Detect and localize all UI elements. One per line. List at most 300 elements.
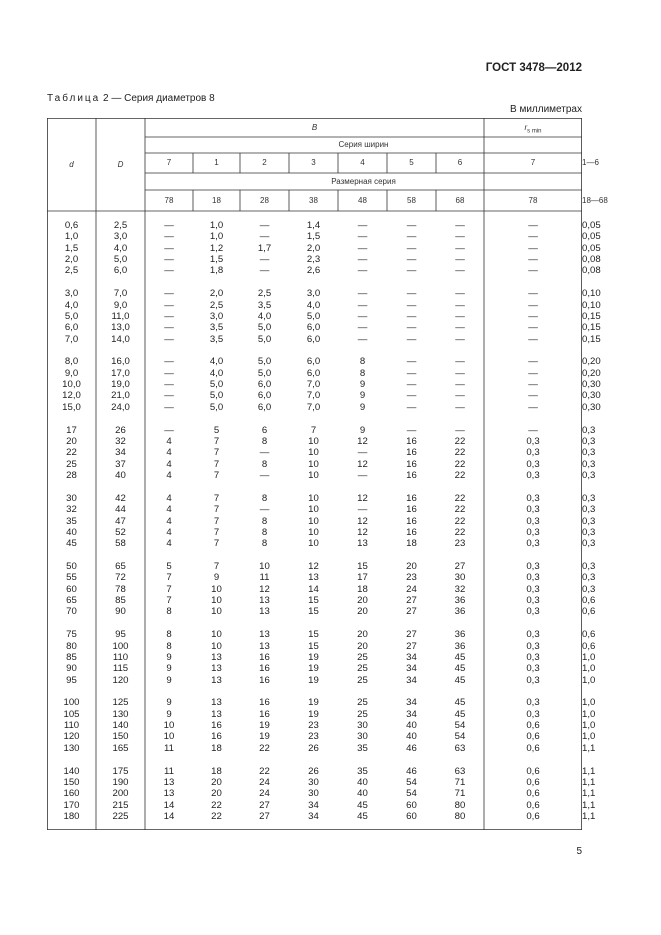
table-cell: 10 [308, 470, 319, 481]
table-cell: 27 [406, 640, 417, 652]
table-cell: 215 [112, 799, 129, 811]
table-cell: 8 [166, 606, 172, 618]
table-cell: 63 [454, 742, 466, 754]
table-cell: — [455, 310, 465, 322]
table-cell: 14 [308, 583, 319, 595]
table-cell: 22 [454, 447, 466, 459]
table-cell: 0,30 [582, 401, 601, 413]
table-cell: 26 [308, 765, 319, 777]
table-cell: 140 [112, 720, 129, 732]
table-cell: 19 [308, 663, 319, 675]
table-cell: 25 [357, 697, 368, 709]
table-cell: 8 [166, 640, 172, 652]
table-cell: 20 [66, 435, 77, 447]
table-cell: 6,0 [257, 390, 272, 402]
table-cell: 52 [115, 526, 126, 538]
table-cell: — [455, 288, 465, 300]
table-cell: 22 [66, 447, 77, 459]
table-cell: 17 [357, 572, 368, 584]
table-cell: 7 [310, 424, 317, 436]
table-cell: 165 [112, 742, 129, 754]
table-cell: 30 [308, 776, 319, 788]
table-cell: 0,3 [582, 458, 596, 470]
table-cell: 45 [357, 811, 368, 822]
table-cell: 12 [357, 492, 368, 504]
table-cell: — [164, 299, 174, 311]
table-caption [47, 93, 215, 104]
table-cell: 140 [63, 765, 80, 777]
table-cell: 13 [211, 674, 222, 686]
table-cell: 10 [211, 595, 222, 607]
table-cell: 0,3 [526, 561, 540, 572]
table-cell: 2,0 [64, 254, 79, 266]
table-cell: 20 [357, 640, 368, 652]
table-cell: 60 [66, 583, 77, 595]
table-cell: 78 [115, 583, 126, 595]
table-cell: — [528, 401, 538, 413]
table-cell: 10 [308, 435, 319, 447]
table-cell: 17,0 [111, 367, 130, 379]
table-cell: 15 [308, 640, 319, 652]
table-cell: 0,3 [582, 424, 596, 436]
table-cell: 4 [166, 470, 172, 481]
table-cell: 34 [308, 811, 319, 822]
table-cell: 80 [66, 640, 77, 652]
table-cell: — [455, 265, 465, 277]
table-cell: 27 [454, 561, 466, 572]
table-cell: 6 [261, 424, 268, 436]
table-cell: 0,6 [526, 776, 540, 788]
table-cell: — [164, 322, 174, 334]
table-cell: 8 [261, 435, 268, 447]
table-cell: — [164, 254, 174, 266]
table-cell: 16 [259, 697, 270, 709]
table-cell: 13 [211, 697, 222, 709]
table-cell: — [406, 288, 417, 300]
table-cell: — [455, 390, 465, 402]
table-cell: 6,0 [257, 401, 272, 413]
table-cell: 12 [357, 435, 368, 447]
table-cell: 36 [454, 629, 466, 641]
table-cell: 0,6 [64, 220, 79, 231]
table-cell: — [259, 447, 270, 459]
table-cell: 0,3 [582, 470, 596, 481]
table-cell: 90 [66, 663, 77, 675]
table-cell: 4 [166, 435, 172, 447]
table-cell: 7,0 [113, 288, 128, 300]
table-cell: 25 [66, 458, 77, 470]
width-series-code: 4 [360, 158, 365, 167]
table-cell: — [528, 288, 538, 300]
table-cell: 22 [454, 526, 466, 538]
table-cell: 1,0 [64, 231, 79, 243]
table-cell: 1,1 [582, 776, 596, 788]
table-cell: 5,0 [64, 310, 79, 322]
table-cell: 11 [164, 765, 174, 777]
width-series-code: 7 [530, 158, 536, 167]
table-cell: — [528, 299, 538, 311]
table-cell: 0,15 [582, 322, 601, 334]
table-cell: 22 [259, 765, 270, 777]
table-cell: 0,10 [582, 288, 601, 300]
table-cell: 0,6 [526, 811, 540, 822]
table-cell: 1,0 [582, 731, 596, 743]
table-cell: — [164, 310, 174, 322]
table-cell: 16 [259, 674, 270, 686]
table-cell: 2,0 [306, 242, 321, 254]
table-cell: 0,3 [582, 435, 596, 447]
table-cell: 0,20 [582, 356, 601, 368]
table-cell: — [455, 220, 465, 231]
table-cell: 18 [211, 742, 222, 754]
table-cell: 1,7 [257, 242, 272, 254]
table-cell: 60 [406, 799, 417, 811]
table-cell: 0,15 [582, 310, 601, 322]
table-cell: 8 [261, 515, 268, 527]
table-cell: 35 [357, 765, 368, 777]
table-cell: — [528, 356, 538, 368]
table-cell: 0,20 [582, 367, 601, 379]
table-cell: — [357, 231, 368, 243]
table-cell: 20 [357, 595, 368, 607]
table-cell: 54 [406, 776, 417, 788]
table-cell: 13 [163, 788, 175, 800]
table-cell: 12,0 [62, 390, 81, 402]
table-cell: — [357, 242, 368, 254]
table-cell: — [357, 322, 368, 334]
table-cell: 0,6 [582, 640, 596, 652]
table-cell: 9 [359, 390, 366, 402]
table-cell: 40 [66, 526, 77, 538]
table-cell: 30 [66, 492, 77, 504]
table-cell: 47 [115, 515, 126, 527]
table-cell: 10 [211, 606, 222, 618]
table-cell: 13 [163, 776, 175, 788]
table-cell: — [406, 322, 417, 334]
table-cell: 5,0 [257, 356, 272, 368]
table-cell: 6,0 [113, 265, 128, 277]
table-cell: 37 [115, 458, 126, 470]
table-cell: 4,0 [306, 299, 321, 311]
table-cell: 1,0 [582, 708, 596, 720]
table-cell: 0,3 [582, 583, 596, 595]
table-cell: 40 [115, 470, 126, 481]
table-cell: 45 [357, 799, 368, 811]
table-cell: — [357, 265, 368, 277]
table-cell: 0,3 [582, 504, 596, 516]
table-cell: 24 [259, 788, 270, 800]
table-cell: 60 [406, 811, 417, 822]
table-cell: 6,0 [306, 367, 321, 379]
table-cell: 4,0 [257, 310, 272, 322]
table-cell: 1,1 [582, 811, 596, 822]
table-cell: 4 [166, 515, 172, 527]
table-cell: 0,3 [526, 640, 540, 652]
table-cell: — [357, 333, 368, 345]
table-cell: 4 [166, 492, 172, 504]
table-cell: 0,3 [526, 674, 540, 686]
table-cell: 7,0 [306, 390, 321, 402]
table-cell: 6,0 [64, 322, 79, 334]
table-cell: — [528, 424, 538, 436]
table-cell: 2,0 [209, 288, 224, 300]
table-cell: 6,0 [306, 356, 321, 368]
table-cell: 18 [211, 765, 222, 777]
header-r-s-min [484, 118, 582, 137]
table-cell: — [455, 231, 465, 243]
table-cell: 0,3 [526, 595, 540, 607]
size-series-code: 28 [260, 196, 269, 205]
table-cell: 7 [213, 515, 220, 527]
table-cell: 71 [454, 788, 466, 800]
table-cell: — [406, 333, 417, 345]
width-series-code: 1 [214, 158, 219, 167]
table-cell: — [164, 356, 174, 368]
table-cell: 13 [259, 595, 270, 607]
table-cell: 85 [115, 595, 126, 607]
table-cell: 24 [259, 776, 270, 788]
width-series-code: 5 [409, 158, 414, 167]
table-cell: — [406, 390, 417, 402]
size-series-code: 38 [309, 196, 318, 205]
table-cell: 1,0 [209, 220, 224, 231]
table-cell: 32 [66, 504, 77, 516]
table-cell: 0,3 [526, 708, 540, 720]
table-cell: 10 [308, 458, 319, 470]
table-cell: 10,0 [62, 379, 81, 391]
table-cell: — [528, 310, 538, 322]
table-cell: 1,1 [582, 742, 596, 754]
table-cell: 12 [357, 515, 368, 527]
table-cell: 10 [211, 629, 222, 641]
table-cell: 0,3 [526, 435, 540, 447]
table-cell: 35 [357, 742, 368, 754]
table-cell: 36 [454, 595, 466, 607]
table-cell: 50 [66, 561, 77, 572]
table-cell: 14 [163, 811, 175, 822]
table-cell: 22 [454, 504, 466, 516]
table-cell: 20 [211, 788, 222, 800]
table-cell: 23 [454, 538, 466, 550]
table-cell: 0,3 [582, 538, 596, 550]
table-cell: 34 [308, 799, 319, 811]
table-cell: 0,3 [526, 606, 540, 618]
table-cell: — [259, 231, 270, 243]
table-cell: 2,3 [306, 254, 321, 266]
table-cell: 1,0 [582, 697, 596, 709]
table-cell: 36 [454, 606, 466, 618]
table-cell: 13 [259, 606, 270, 618]
table-cell: — [406, 265, 417, 277]
table-cell: 0,6 [582, 595, 596, 607]
table-cell: 11 [164, 742, 174, 754]
table-cell: — [455, 322, 465, 334]
table-cell: 18 [406, 538, 417, 550]
table-cell: — [357, 310, 368, 322]
table-cell: 0,3 [526, 572, 540, 584]
table-cell: 15,0 [62, 401, 81, 413]
table-cell: — [357, 220, 368, 231]
table-cell: 16 [406, 515, 417, 527]
table-cell: 125 [112, 697, 129, 709]
table-cell: 0,6 [526, 799, 540, 811]
header-width-series: Серия ширин [338, 140, 389, 149]
header-r-symbol: r [524, 123, 528, 132]
table-cell: 40 [406, 720, 417, 732]
table-cell: 16 [211, 731, 222, 743]
standard-designation: ГОСТ 3478—2012 [485, 62, 582, 74]
table-cell: 6,0 [306, 333, 321, 345]
table-cell: 13 [357, 538, 368, 550]
table-cell: 5,0 [257, 367, 272, 379]
table-cell: 1,1 [582, 765, 596, 777]
table-cell: 7 [213, 538, 220, 550]
table-cell: — [406, 299, 417, 311]
table-cell: — [528, 254, 538, 266]
table-cell: 13 [211, 663, 222, 675]
table-cell: 0,3 [526, 651, 540, 663]
table-cell: 5,0 [113, 254, 128, 266]
table-cell: 12 [357, 458, 368, 470]
table-cell: 0,05 [582, 231, 601, 243]
table-cell: 24 [406, 583, 417, 595]
table-cell: 10 [211, 640, 222, 652]
table-cell: — [406, 367, 417, 379]
table-cell: 0,3 [582, 447, 596, 459]
table-cell: — [357, 299, 368, 311]
table-cell: 72 [115, 572, 126, 584]
table-cell: 22 [454, 492, 466, 504]
table-cell: 54 [454, 731, 466, 743]
table-cell: 23 [406, 572, 417, 584]
table-cell: 14,0 [111, 333, 130, 345]
table-cell: 10 [163, 720, 175, 732]
units-note: В миллиметрах [510, 104, 582, 115]
table-cell: — [528, 231, 538, 243]
table-cell: 225 [112, 811, 129, 822]
table-cell: 7 [213, 458, 220, 470]
table-cell: 7,0 [64, 333, 79, 345]
table-cell: 2,5 [257, 288, 272, 300]
table-cell: 0,3 [526, 583, 540, 595]
table-cell: 40 [357, 788, 368, 800]
table-cell: 0,3 [526, 515, 540, 527]
table-cell: 65 [115, 561, 126, 572]
table-cell: — [164, 367, 174, 379]
table-cell: 7,0 [306, 401, 321, 413]
table-cell: 1,1 [582, 799, 596, 811]
table-cell: 16,0 [111, 356, 130, 368]
table-cell: 7,0 [306, 379, 321, 391]
table-cell: 3,0 [306, 288, 321, 300]
table-cell: — [455, 401, 465, 413]
table-cell: — [528, 242, 538, 254]
table-cell: 0,08 [582, 265, 601, 277]
table-cell: 10 [308, 515, 319, 527]
table-cell: 16 [406, 504, 417, 516]
table-cell: 22 [211, 811, 222, 822]
table-cell: 0,3 [526, 538, 540, 550]
table-cell: — [528, 220, 538, 231]
table-cell: 70 [66, 606, 77, 618]
table-cell: 45 [454, 708, 466, 720]
table-cell: 0,3 [526, 526, 540, 538]
table-cell: — [357, 288, 368, 300]
table-cell: 7 [213, 504, 220, 516]
table-cell: — [357, 447, 368, 459]
table-cell: 20 [211, 776, 222, 788]
table-cell: 2,6 [306, 265, 321, 277]
table-cell: 45 [454, 674, 466, 686]
table-cell: 11,0 [111, 310, 130, 322]
table-cell: 13,0 [111, 322, 130, 334]
table-cell: 2,5 [113, 220, 128, 231]
table-cell: 18 [357, 583, 368, 595]
size-series-code: 48 [358, 196, 367, 205]
table-cell: — [164, 231, 174, 243]
table-cell: — [164, 390, 174, 402]
table-cell: 23 [308, 731, 319, 743]
table-cell: — [406, 356, 417, 368]
table-cell: 7 [166, 583, 172, 595]
table-cell: 150 [63, 776, 80, 788]
table-cell: 10 [211, 583, 222, 595]
table-cell: 0,6 [582, 606, 596, 618]
table-cell: 190 [112, 776, 129, 788]
table-cell: — [455, 333, 465, 345]
table-cell: 0,3 [526, 697, 540, 709]
table-cell: 32 [454, 583, 466, 595]
table-cell: 34 [115, 447, 126, 459]
table-cell: 19 [308, 674, 319, 686]
table-cell: — [164, 333, 174, 345]
table-cell: 58 [115, 538, 126, 550]
table-cell: 9 [166, 674, 172, 686]
table-cell: 1,0 [582, 674, 596, 686]
table-cell: 0,6 [526, 731, 540, 743]
table-cell: 22 [454, 458, 466, 470]
table-cell: 15 [357, 561, 368, 572]
table-cell: 1,0 [582, 663, 596, 675]
table-cell: 9 [359, 401, 366, 413]
table-cell: 10 [259, 561, 270, 572]
table-cell: 0,6 [526, 720, 540, 732]
table-cell: 25 [357, 651, 368, 663]
table-cell: 5,0 [257, 333, 272, 345]
table-cell: — [455, 379, 465, 391]
table-cell: 0,6 [526, 742, 540, 754]
table-cell: 28 [66, 470, 77, 481]
table-cell: 5,0 [209, 390, 224, 402]
table-cell: 45 [454, 663, 466, 675]
table-cell: 16 [406, 492, 417, 504]
table-cell: 45 [66, 538, 77, 550]
table-cell: 34 [406, 663, 417, 675]
table-cell: 0,3 [526, 504, 540, 516]
table-cell: 22 [454, 470, 466, 481]
table-cell: 7 [213, 526, 220, 538]
table-cell: — [406, 379, 417, 391]
table-cell: — [164, 401, 174, 413]
table-cell: 0,30 [582, 379, 601, 391]
size-series-code: 18—68 [582, 196, 608, 205]
table-cell: 1,5 [209, 254, 224, 266]
table-cell: 30 [357, 731, 368, 743]
table-cell: 22 [454, 515, 466, 527]
table-cell: 15 [308, 629, 319, 641]
table-cell: 16 [259, 651, 270, 663]
table-cell: 45 [454, 651, 466, 663]
